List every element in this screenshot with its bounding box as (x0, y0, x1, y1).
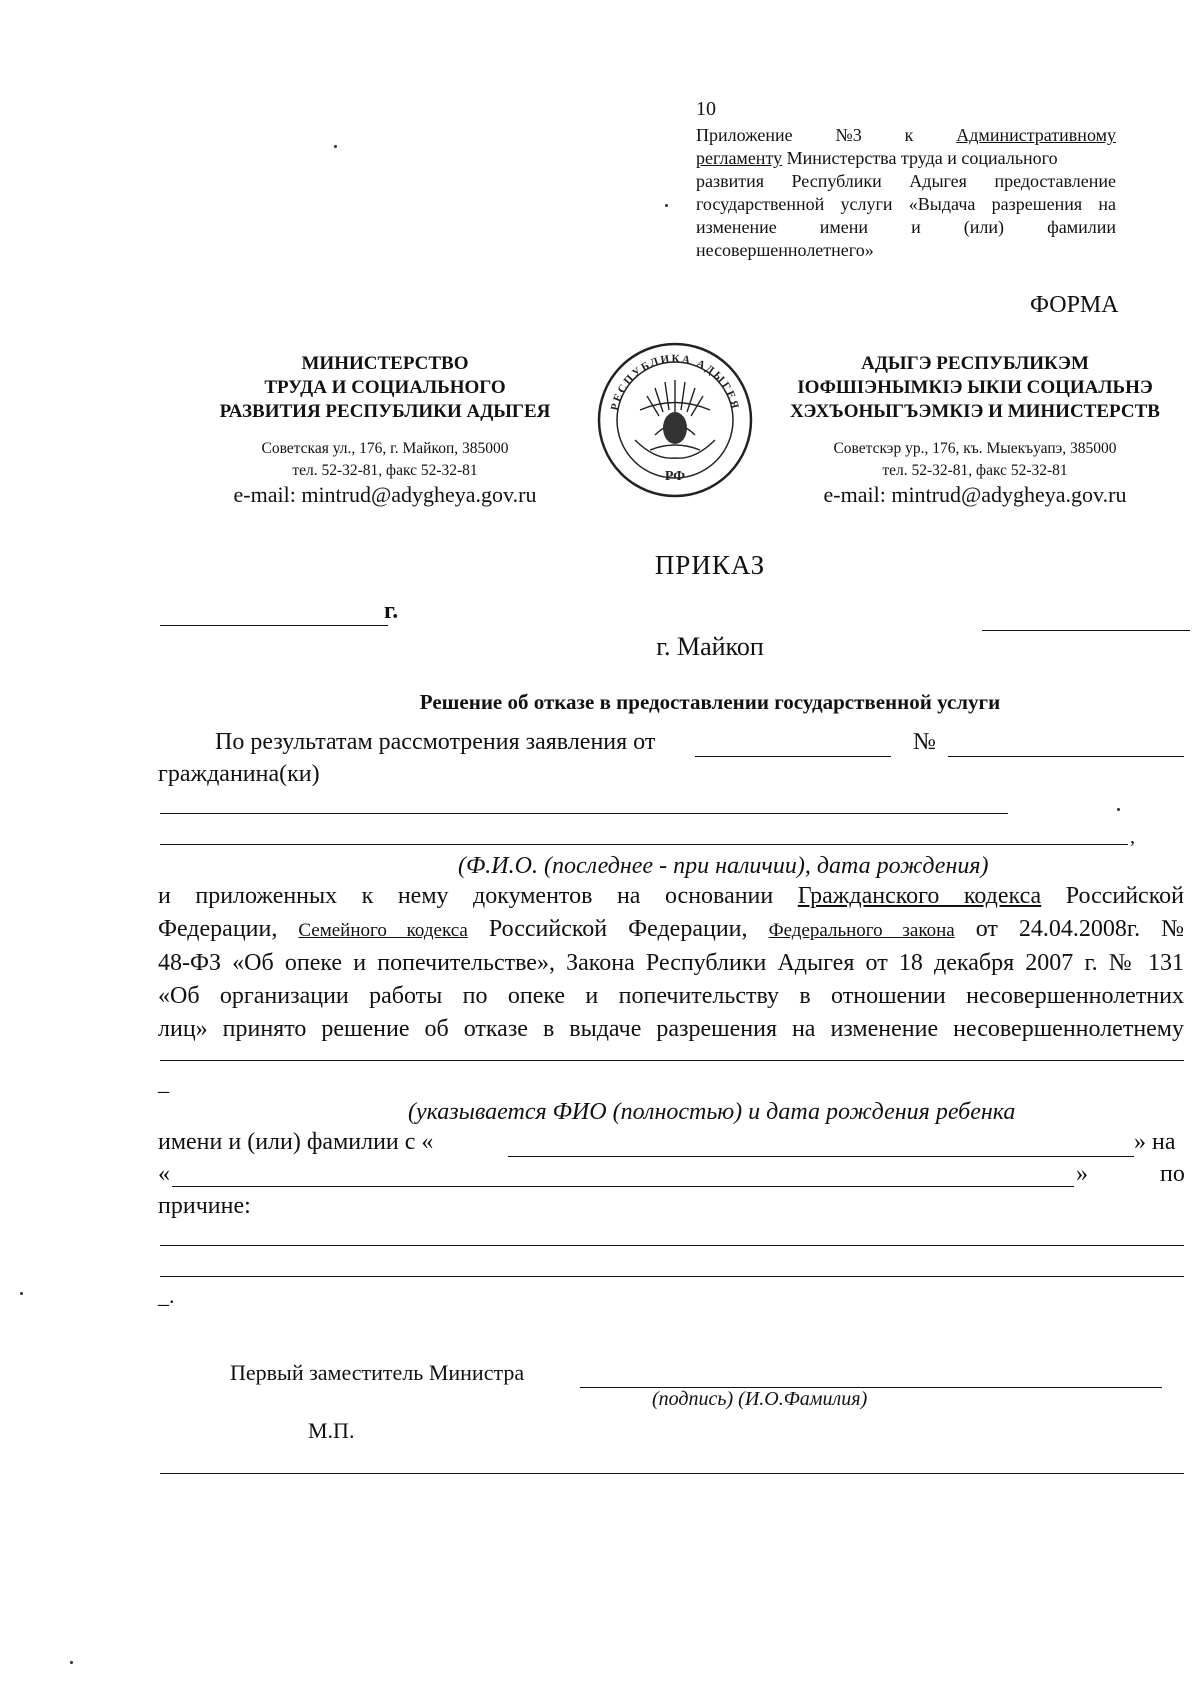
left-header (190, 352, 580, 508)
application-intro: По результатам рассмотрения заявления от (215, 729, 656, 755)
decision-title: Решение об отказе в предоставлении государственной услуги (419, 690, 1001, 714)
annex-line5: изменение имени и (или) фамилии (696, 217, 1116, 237)
name-change-label: имени и (или) фамилии с « (158, 1129, 434, 1155)
reason-label: причине: (158, 1193, 251, 1219)
old-name-field[interactable] (508, 1156, 1134, 1157)
new-name-field[interactable] (172, 1186, 1074, 1187)
signatory-position: Первый заместитель Министра (230, 1360, 525, 1385)
para-line3: 48-ФЗ «Об опеке и попечительстве», Закона Республики Адыгея от 18 декабря 2007 г. № 131 (158, 950, 1184, 976)
para-line5: лиц» принято решение об отказе в выдаче разрешения на изменение несовершеннолетнему (158, 1016, 1184, 1042)
new-name-close-quote: » (1076, 1161, 1088, 1187)
preposition-po: по (1160, 1161, 1185, 1187)
dash-mark: _ (158, 1070, 169, 1095)
annex-line6: несовершеннолетнего» (696, 240, 874, 260)
reason-field-2[interactable] (160, 1276, 1184, 1277)
citizen-name-field[interactable] (160, 813, 1008, 814)
city: г. Майкоп (656, 632, 764, 661)
left-email[interactable]: e-mail: mintrud@adygheya.gov.ru (233, 482, 537, 507)
left-header-line2: ТРУДА И СОЦИАЛЬНОГО (264, 377, 506, 398)
regulation-link[interactable]: Административному (956, 125, 1116, 145)
annex-number: №3 (835, 125, 862, 145)
left-phone: тел. 52-32-81, факс 52-32-81 (292, 462, 478, 479)
application-number-field[interactable] (948, 756, 1184, 757)
document-title: ПРИКАЗ (654, 550, 766, 580)
page-number: 10 (696, 98, 716, 120)
scan-speck (20, 1292, 23, 1295)
form-label: ФОРМА (1030, 292, 1119, 318)
regulation-link-2[interactable]: регламенту (696, 148, 783, 168)
citizen-name-field-2[interactable] (160, 844, 1128, 845)
para-line1a: и приложенных к нему документов на основании (158, 883, 798, 909)
right-header-line3: ХЭХЪОНЫГЪЭМКIЭ И МИНИСТЕРСТВ (790, 401, 1160, 422)
right-phone: тел. 52-32-81, факс 52-32-81 (882, 462, 1068, 479)
annex-block (696, 124, 1116, 262)
date-field[interactable] (160, 625, 388, 626)
family-code-link[interactable]: Семейного кодекса (298, 920, 468, 941)
main-paragraph (158, 880, 1184, 1046)
annex-line3: развития Республики Адыгея предоставление (696, 171, 1116, 191)
bottom-rule (160, 1473, 1184, 1474)
right-header-line2: IОФШIЭНЫМКIЭ ЫКIИ СОЦИАЛЬНЭ (797, 377, 1153, 398)
right-header-line1: АДЫГЭ РЕСПУБЛИКЭМ (861, 353, 1089, 374)
reason-end: _. (158, 1283, 175, 1308)
scan-speck (334, 145, 337, 148)
left-header-line3: РАЗВИТИЯ РЕСПУБЛИКИ АДЫГЕЯ (219, 401, 551, 422)
stamp-label: М.П. (308, 1418, 355, 1443)
scan-speck (665, 204, 668, 207)
child-name-field[interactable] (160, 1060, 1184, 1061)
para-line2b: Российской Федерации, (467, 916, 769, 942)
child-caption: (указывается ФИО (полностью) и дата рождения ребенка (408, 1099, 1016, 1125)
annex-line2: Министерства труда и социального (782, 148, 1058, 168)
date-suffix: г. (384, 598, 399, 624)
coat-of-arms-icon (595, 340, 755, 500)
scan-speck (1117, 808, 1120, 811)
federal-law-link[interactable]: Федерального закона (768, 920, 955, 941)
annex-preposition: к (904, 125, 914, 145)
new-name-open-quote: « (158, 1161, 170, 1187)
para-line1b: Российской (1041, 883, 1184, 909)
comma: , (1130, 826, 1135, 848)
civil-code-link[interactable]: Гражданского кодекса (797, 883, 1042, 909)
left-header-line1: МИНИСТЕРСТВО (301, 353, 469, 374)
para-line2c: от 24.04.2008г. № (954, 916, 1185, 942)
signature-caption: (подпись) (И.О.Фамилия) (652, 1388, 868, 1410)
reason-field-1[interactable] (160, 1245, 1184, 1246)
number-sign: № (913, 729, 936, 755)
para-line2a: Федерации, (158, 916, 299, 942)
application-date-field[interactable] (695, 756, 891, 757)
para-line4: «Об организации работы по опеке и попечительству в отношении несовершеннолетних (158, 983, 1184, 1009)
annex-word: Приложение (696, 125, 793, 145)
right-address: Советскэр ур., 176, къ. Мыекъуапэ, 385000 (833, 440, 1117, 457)
right-header (760, 352, 1190, 508)
citizen-label: гражданина(ки) (158, 761, 320, 787)
name-change-to: » на (1134, 1129, 1176, 1155)
annex-line4: государственной услуги «Выдача разрешения на (696, 194, 1116, 214)
left-address: Советская ул., 176, г. Майкоп, 385000 (261, 440, 509, 457)
emblem-text-bottom: РФ (664, 469, 686, 484)
right-email[interactable]: e-mail: mintrud@adygheya.gov.ru (823, 482, 1127, 507)
scan-speck (70, 1661, 73, 1664)
fio-caption: (Ф.И.О. (последнее - при наличии), дата рождения) (458, 853, 989, 879)
order-number-field[interactable] (982, 630, 1190, 631)
emblem-text-top: РЕСПУБЛИКА АДЫГЕЯ (608, 352, 742, 412)
